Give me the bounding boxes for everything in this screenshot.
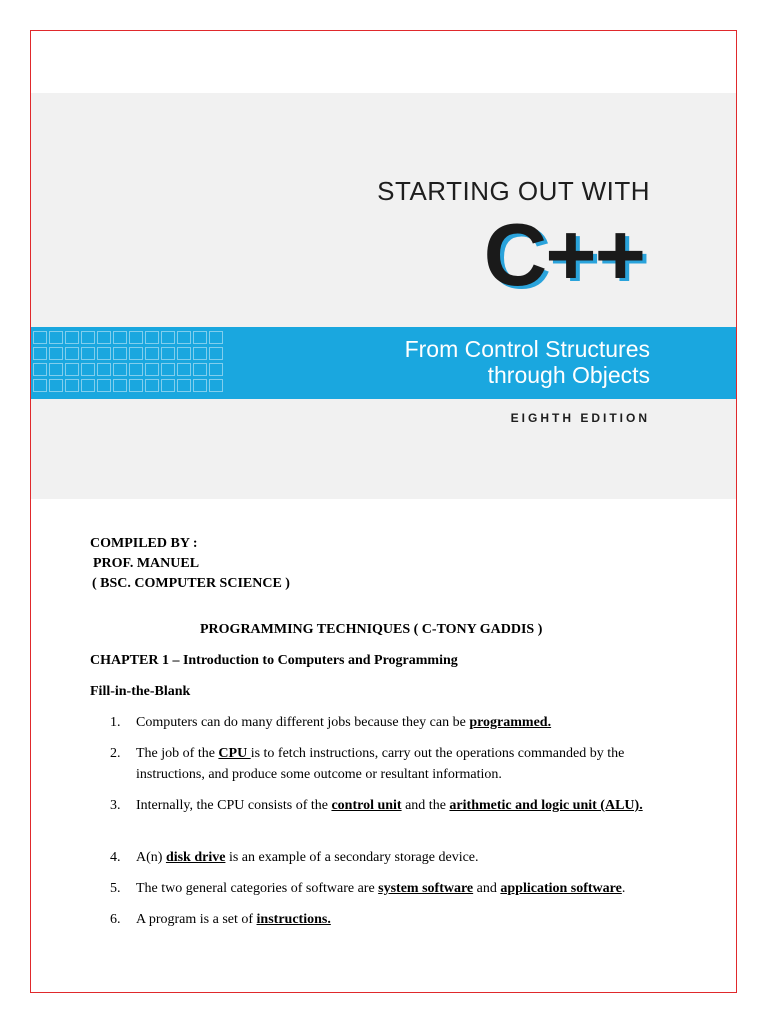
cover-subtitle-band: [31, 327, 736, 399]
list-number: 1.: [110, 715, 121, 730]
cover-subtitle-line-2: through Objects: [487, 362, 650, 388]
section-heading: Fill-in-the-Blank: [90, 684, 191, 699]
author-name: PROF. MANUEL: [93, 556, 200, 571]
answer-blank: control unit: [331, 798, 402, 813]
author-degree: ( BSC. COMPUTER SCIENCE ): [92, 576, 290, 591]
list-number: 5.: [110, 881, 121, 896]
list-number: 3.: [110, 798, 121, 813]
answer-blank: disk drive: [165, 850, 226, 865]
answer-blank: system software: [378, 881, 474, 896]
chapter-heading: CHAPTER 1 – Introduction to Computers and Programming: [90, 653, 458, 668]
answer-blank: application software: [500, 881, 622, 896]
band-square-pattern: [33, 331, 213, 395]
list-number: 4.: [110, 850, 121, 865]
answer-blank: programmed.: [469, 715, 552, 730]
compiled-by-label: COMPILED BY :: [90, 536, 198, 551]
cover-subtitle: [405, 336, 650, 388]
question-text: The two general categories of software are system software and application software.: [136, 881, 626, 896]
question-text: A(n) disk drive is an example of a secondary storage device.: [136, 850, 479, 865]
list-number: 6.: [110, 912, 121, 927]
cover-title-line: STARTING OUT WITH: [377, 176, 650, 206]
cover-language-title: C++: [483, 205, 644, 304]
answer-blank: instructions.: [256, 912, 331, 927]
cover-edition: EIGHTH EDITION: [510, 411, 650, 425]
book-cover-image: [31, 93, 736, 499]
course-title: PROGRAMMING TECHNIQUES ( C-TONY GADDIS ): [200, 622, 543, 637]
cover-subtitle-line-1: From Control Structures: [404, 336, 650, 362]
question-text: Computers can do many different jobs because they can be programmed.: [136, 715, 552, 730]
list-number: 2.: [110, 746, 121, 761]
answer-blank: CPU: [218, 746, 251, 761]
question-text: The job of the CPU is to fetch instructions, carry out the operations commanded by the instructions, and produce some outcome or resultant information.: [136, 746, 625, 782]
question-text: Internally, the CPU consists of the control unit and the arithmetic and logic unit (ALU).: [136, 798, 643, 813]
question-text: A program is a set of instructions.: [136, 912, 331, 927]
answer-blank: arithmetic and logic unit (ALU).: [449, 798, 643, 813]
